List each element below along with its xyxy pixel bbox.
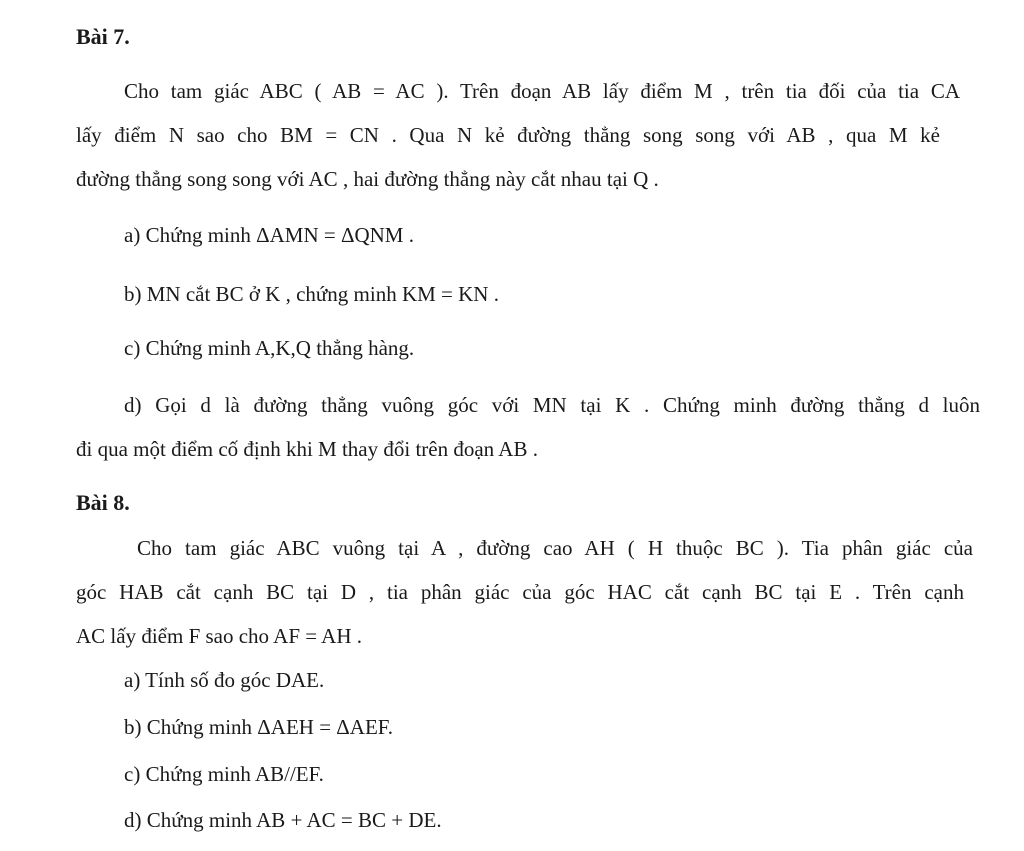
bai7-intro-line-2: lấy điểm N sao cho BM = CN . Qua N kẻ đường thẳng song song với AB , qua M kẻ [76, 123, 940, 147]
bai7-intro-line-3: đường thẳng song song với AC , hai đường thẳng này cắt nhau tại Q . [76, 167, 659, 191]
bai8-intro-line-2: góc HAB cắt cạnh BC tại D , tia phân giác của góc HAC cắt cạnh BC tại E . Trên cạnh [76, 580, 964, 604]
bai8-intro-line-3: AC lấy điểm F sao cho AF = AH . [76, 624, 363, 648]
bai8-intro-line-1: Cho tam giác ABC vuông tại A , đường cao AH ( H thuộc BC ). Tia phân giác của [137, 536, 973, 560]
bai7-part-a: a) Chứng minh ΔAMN = ΔQNM . [124, 223, 414, 247]
bai7-part-d-line-2: đi qua một điểm cố định khi M thay đổi trên đoạn AB . [76, 437, 538, 461]
bai7-title: Bài 7. [76, 24, 130, 49]
bai8-part-c: c) Chứng minh AB//EF. [124, 762, 324, 786]
bai7-part-c: c) Chứng minh A,K,Q thẳng hàng. [124, 336, 415, 360]
bai7-part-d-line-1: d) Gọi d là đường thẳng vuông góc với MN tại K . Chứng minh đường thẳng d luôn [124, 393, 980, 417]
bai8-part-d: d) Chứng minh AB + AC = BC + DE. [124, 808, 442, 832]
bai7-part-b: b) MN cắt BC ở K , chứng minh KM = KN . [124, 282, 499, 306]
bai8-part-a: a) Tính số đo góc DAE. [124, 668, 325, 692]
bai8-title: Bài 8. [76, 490, 130, 515]
bai8-part-b: b) Chứng minh ΔAEH = ΔAEF. [124, 715, 394, 739]
bai7-intro-line-1: Cho tam giác ABC ( AB = AC ). Trên đoạn AB lấy điểm M , trên tia đối của tia CA [124, 79, 960, 103]
